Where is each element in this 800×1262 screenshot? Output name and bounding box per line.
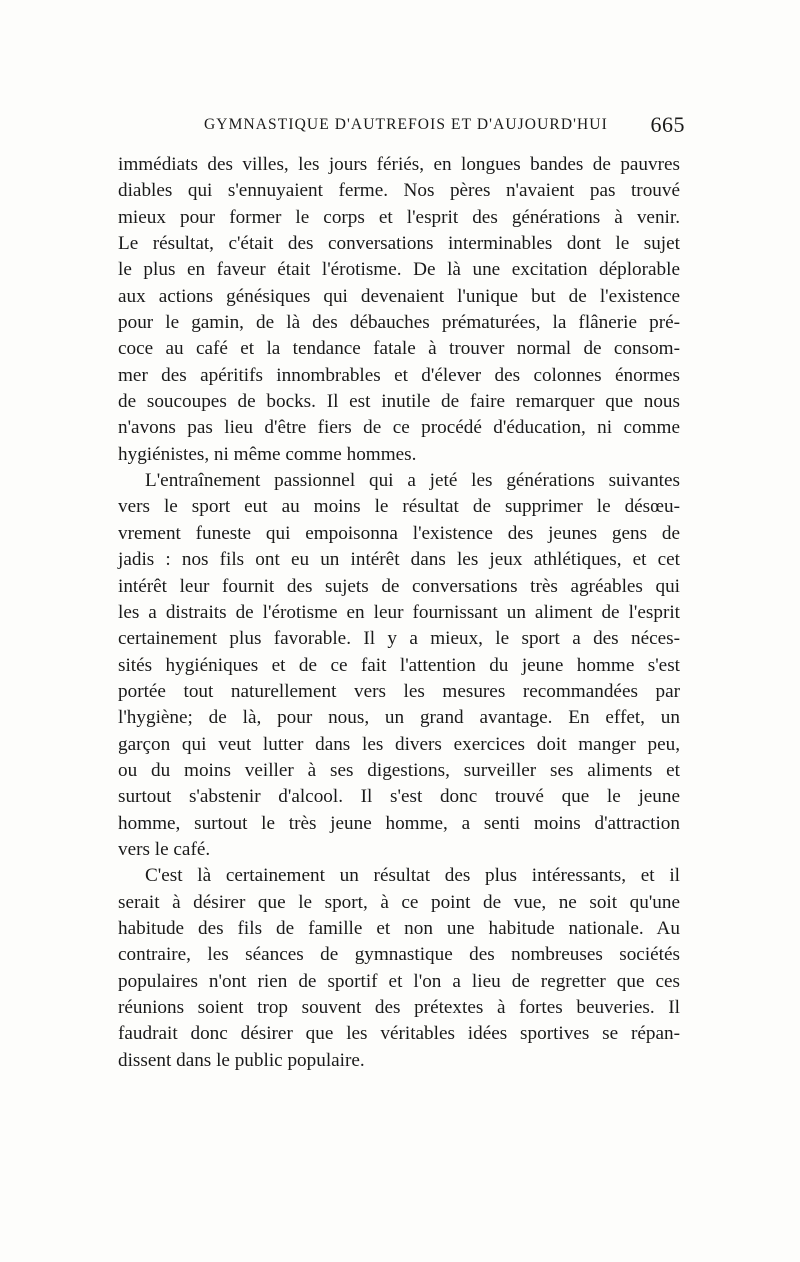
text-line: n'avons pas lieu d'être fiers de ce procédé d'éducation, ni comme bbox=[118, 417, 680, 439]
text-line: mer des apéritifs innombrables et d'élever des colonnes énormes bbox=[118, 364, 680, 386]
text-line: réunions soient trop souvent des prétextes à fortes beuveries. Il bbox=[118, 997, 680, 1018]
text-line: Le résultat, c'était des conversations interminables dont le sujet bbox=[118, 233, 680, 255]
text-line: dissent dans le public populaire. bbox=[118, 1049, 365, 1071]
text-line: intérêt leur fournit des sujets de conversations très agréables qui bbox=[118, 575, 680, 597]
text-line: L'entraînement passionnel qui a jeté les générations suivantes bbox=[145, 470, 680, 492]
body-text bbox=[118, 152, 680, 1074]
text-line: mieux pour former le corps et l'esprit des générations à venir. bbox=[118, 206, 680, 228]
text-line: les a distraits de l'érotisme en leur fournissant un aliment de l'esprit bbox=[118, 601, 680, 623]
text-line: le plus en faveur était l'érotisme. De là une excitation déplorable bbox=[118, 259, 680, 281]
running-title: GYMNASTIQUE D'AUTREFOIS ET D'AUJOURD'HUI bbox=[204, 116, 608, 133]
text-line: serait à désirer que le sport, à ce point de vue, ne soit qu'une bbox=[118, 891, 680, 913]
running-header bbox=[118, 114, 685, 140]
text-line: sités hygiéniques et de ce fait l'attention du jeune homme s'est bbox=[118, 654, 680, 676]
text-line: portée tout naturellement vers les mesures recommandées par bbox=[118, 680, 680, 702]
text-line: garçon qui veut lutter dans les divers exercices doit manger peu, bbox=[118, 733, 680, 755]
text-line: hygiénistes, ni même comme hommes. bbox=[118, 443, 417, 465]
text-line: jadis : nos fils ont eu un intérêt dans les jeux athlétiques, et cet bbox=[118, 549, 680, 571]
text-line: de soucoupes de bocks. Il est inutile de faire remarquer que nous bbox=[118, 391, 680, 413]
page-number: 665 bbox=[650, 112, 685, 137]
text-line: certainement plus favorable. Il y a mieux, le sport a des néces- bbox=[118, 628, 680, 650]
text-line: habitude des fils de famille et non une habitude nationale. Au bbox=[118, 917, 680, 939]
text-line: l'hygiène; de là, pour nous, un grand avantage. En effet, un bbox=[118, 707, 680, 729]
text-line: vrement funeste qui empoisonna l'existence des jeunes gens de bbox=[118, 522, 680, 544]
text-line: faudrait donc désirer que les véritables idées sportives se répan- bbox=[118, 1023, 680, 1045]
text-line: surtout s'abstenir d'alcool. Il s'est donc trouvé que le jeune bbox=[118, 786, 680, 808]
text-line: aux actions génésiques qui devenaient l'unique but de l'existence bbox=[118, 285, 680, 307]
text-line: vers le sport eut au moins le résultat de supprimer le désœu- bbox=[118, 496, 680, 518]
text-line: coce au café et la tendance fatale à trouver normal de consom- bbox=[118, 338, 680, 360]
text-line: C'est là certainement un résultat des plus intéressants, et il bbox=[145, 865, 680, 887]
text-line: immédiats des villes, les jours fériés, en longues bandes de pauvres bbox=[118, 154, 680, 175]
text-line: pour le gamin, de là des débauches prématurées, la flânerie pré- bbox=[118, 312, 680, 334]
text-line: diables qui s'ennuyaient ferme. Nos pères n'avaient pas trouvé bbox=[118, 180, 680, 202]
text-line: populaires n'ont rien de sportif et l'on a lieu de regretter que ces bbox=[118, 970, 680, 992]
text-line: vers le café. bbox=[118, 838, 211, 860]
text-line: ou du moins veiller à ses digestions, surveiller ses aliments et bbox=[118, 759, 680, 781]
text-line: contraire, les séances de gymnastique des nombreuses sociétés bbox=[118, 944, 680, 966]
text-line: homme, surtout le très jeune homme, a senti moins d'attraction bbox=[118, 812, 680, 834]
